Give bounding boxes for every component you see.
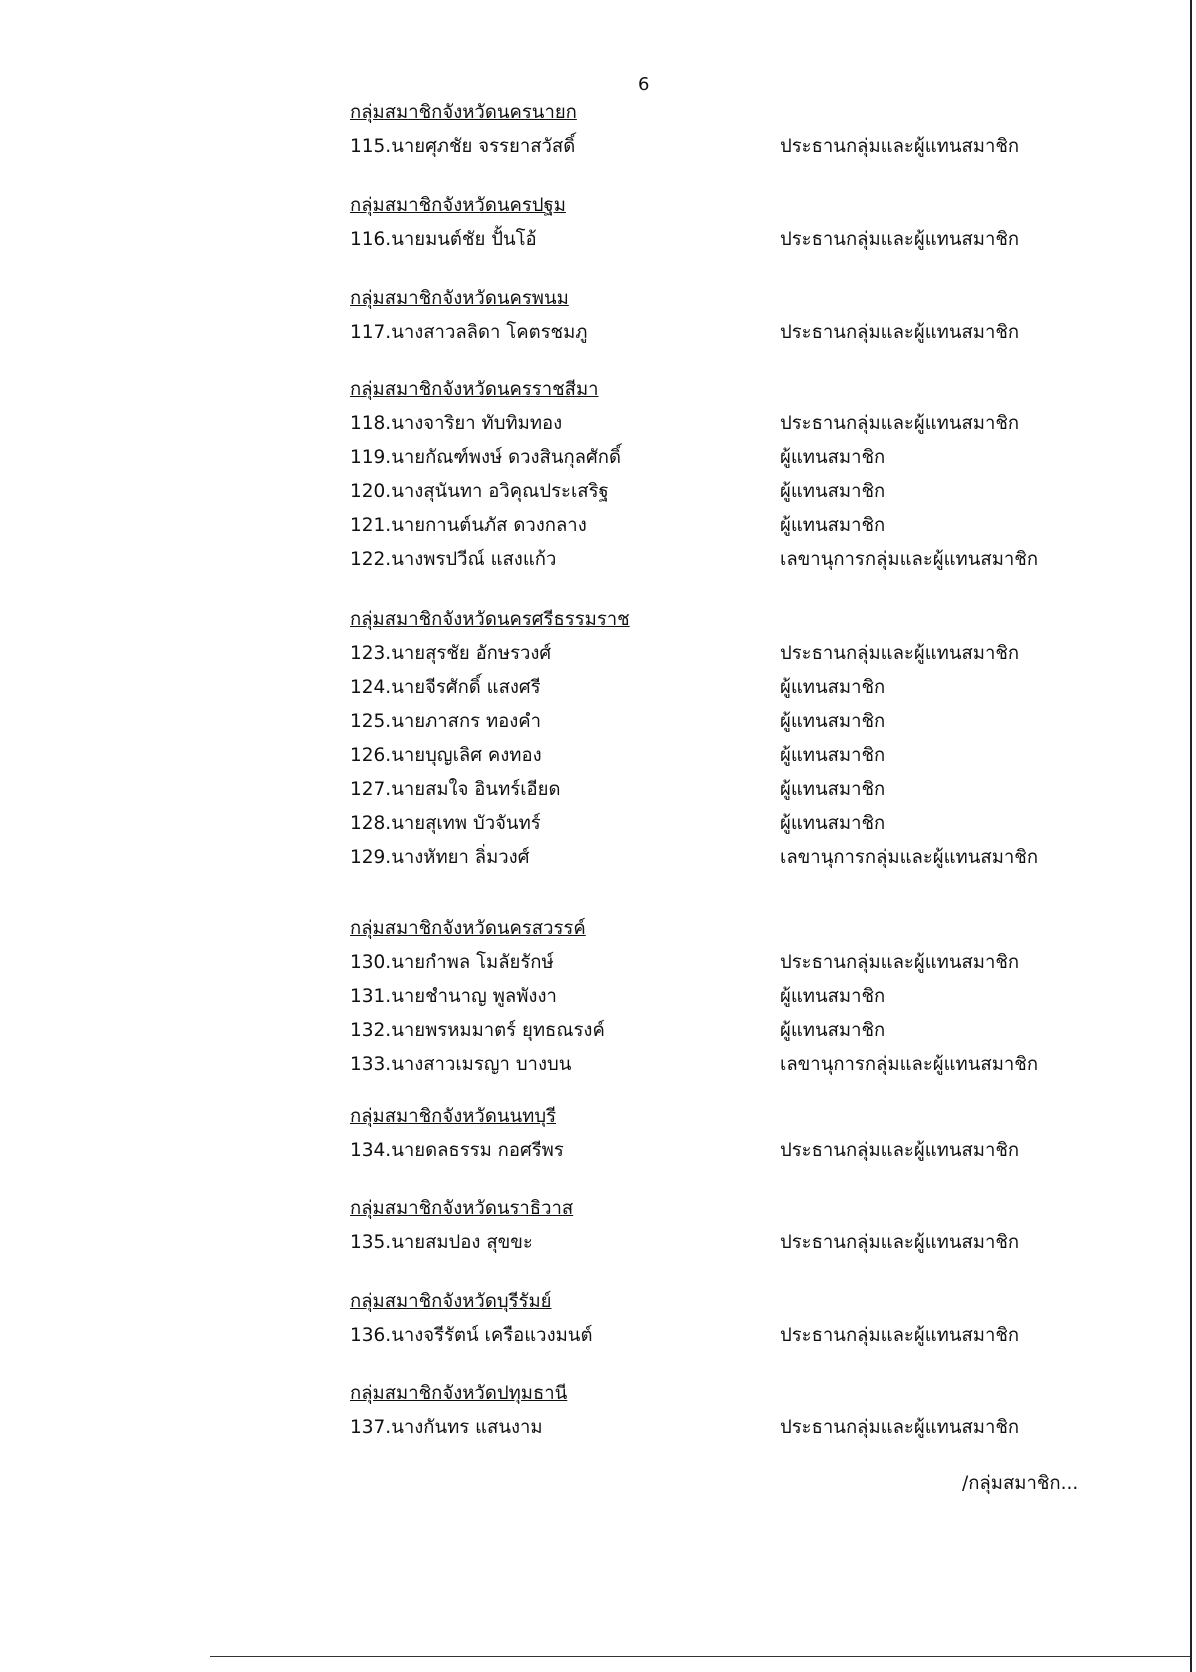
- member-name: 128.นายสุเทพ บัวจันทร์: [350, 813, 541, 834]
- member-group: [350, 282, 1170, 350]
- member-row: [350, 637, 1170, 671]
- group-title: กลุ่มสมาชิกจังหวัดนครศรีธรรมราช: [350, 609, 630, 630]
- member-row: [350, 1411, 1170, 1445]
- group-title: กลุ่มสมาชิกจังหวัดนครพนม: [350, 288, 569, 309]
- member-name: 131.นายชำนาญ พูลพังงา: [350, 986, 557, 1007]
- member-role: ประธานกลุ่มและผู้แทนสมาชิก: [780, 1232, 1020, 1253]
- group-title: กลุ่มสมาชิกจังหวัดนครราชสีมา: [350, 379, 599, 400]
- member-row: [350, 441, 1170, 475]
- page-bottom-line: [210, 1656, 1190, 1657]
- member-role: ผู้แทนสมาชิก: [780, 515, 886, 536]
- member-name: 135.นายสมปอง สุขขะ: [350, 1232, 533, 1253]
- member-row: [350, 671, 1170, 705]
- page-edge-line: [1190, 0, 1192, 1672]
- group-title: กลุ่มสมาชิกจังหวัดบุรีรัมย์: [350, 1291, 552, 1312]
- member-role: ผู้แทนสมาชิก: [780, 711, 886, 732]
- member-name: 137.นางกันทร แสนงาม: [350, 1417, 543, 1438]
- member-row: [350, 1319, 1170, 1353]
- member-row: [350, 1134, 1170, 1168]
- member-row: [350, 739, 1170, 773]
- member-role: ประธานกลุ่มและผู้แทนสมาชิก: [780, 413, 1020, 434]
- member-role: ผู้แทนสมาชิก: [780, 447, 886, 468]
- member-role: ผู้แทนสมาชิก: [780, 677, 886, 698]
- member-name: 116.นายมนต์ชัย ปั้นโอ้: [350, 229, 537, 250]
- member-row: [350, 407, 1170, 441]
- member-name: 122.นางพรปวีณ์ แสงแก้ว: [350, 549, 557, 570]
- member-row: [350, 543, 1170, 577]
- member-name: 133.นางสาวเมรญา บางบน: [350, 1054, 572, 1075]
- member-group: [350, 1192, 1170, 1260]
- group-title: กลุ่มสมาชิกจังหวัดนนทบุรี: [350, 1106, 557, 1127]
- group-title: กลุ่มสมาชิกจังหวัดนราธิวาส: [350, 1198, 574, 1219]
- member-name: 132.นายพรหมมาตร์ ยุทธณรงค์: [350, 1020, 605, 1041]
- member-name: 125.นายภาสกร ทองคำ: [350, 711, 542, 732]
- member-role: ผู้แทนสมาชิก: [780, 1020, 886, 1041]
- member-role: เลขานุการกลุ่มและผู้แทนสมาชิก: [780, 847, 1039, 868]
- member-name: 124.นายจีรศักดิ์ แสงศรี: [350, 677, 541, 698]
- member-name: 118.นางจาริยา ทับทิมทอง: [350, 413, 563, 434]
- member-role: ประธานกลุ่มและผู้แทนสมาชิก: [780, 643, 1020, 664]
- member-name: 126.นายบุญเลิศ คงทอง: [350, 745, 542, 766]
- member-role: ผู้แทนสมาชิก: [780, 813, 886, 834]
- member-name: 120.นางสุนันทา อวิคุณประเสริฐ: [350, 481, 609, 502]
- member-group: [350, 1100, 1170, 1168]
- group-title: กลุ่มสมาชิกจังหวัดปทุมธานี: [350, 1383, 568, 1404]
- member-row: [350, 980, 1170, 1014]
- member-row: [350, 807, 1170, 841]
- member-group: [350, 1285, 1170, 1353]
- member-row: [350, 705, 1170, 739]
- member-group: [350, 912, 1170, 1082]
- member-row: [350, 1226, 1170, 1260]
- member-name: 134.นายดลธรรม กอศรีพร: [350, 1140, 564, 1161]
- member-name: 119.นายกัณฑ์พงษ์ ดวงสินกุลศักดิ์: [350, 447, 621, 468]
- member-name: 117.นางสาวลลิดา โคตรชมภู: [350, 322, 588, 343]
- member-name: 127.นายสมใจ อินทร์เอียด: [350, 779, 561, 800]
- member-name: 130.นายกำพล โมลัยรักษ์: [350, 952, 554, 973]
- member-group: [350, 96, 1170, 164]
- member-row: [350, 475, 1170, 509]
- group-title: กลุ่มสมาชิกจังหวัดนครปฐม: [350, 195, 566, 216]
- page-number: 6: [638, 74, 650, 95]
- group-title: กลุ่มสมาชิกจังหวัดนครสวรรค์: [350, 918, 586, 939]
- group-title: กลุ่มสมาชิกจังหวัดนครนายก: [350, 102, 577, 123]
- member-name: 136.นางจรีรัตน์ เครือแวงมนต์: [350, 1325, 593, 1346]
- member-role: ผู้แทนสมาชิก: [780, 779, 886, 800]
- member-role: ประธานกลุ่มและผู้แทนสมาชิก: [780, 1140, 1020, 1161]
- member-role: ผู้แทนสมาชิก: [780, 986, 886, 1007]
- member-name: 129.นางหัทยา ลิ่มวงศ์: [350, 847, 530, 868]
- member-role: ประธานกลุ่มและผู้แทนสมาชิก: [780, 229, 1020, 250]
- member-role: ประธานกลุ่มและผู้แทนสมาชิก: [780, 1417, 1020, 1438]
- member-row: [350, 1048, 1170, 1082]
- member-name: 123.นายสุรชัย อักษรวงศ์: [350, 643, 552, 664]
- member-role: ประธานกลุ่มและผู้แทนสมาชิก: [780, 136, 1020, 157]
- member-row: [350, 509, 1170, 543]
- member-name: 115.นายศุภชัย จรรยาสวัสดิ์: [350, 136, 576, 157]
- member-role: ผู้แทนสมาชิก: [780, 745, 886, 766]
- member-group: [350, 1377, 1170, 1445]
- member-row: [350, 223, 1170, 257]
- member-row: [350, 130, 1170, 164]
- member-group: [350, 373, 1170, 577]
- member-row: [350, 841, 1170, 875]
- member-role: ประธานกลุ่มและผู้แทนสมาชิก: [780, 1325, 1020, 1346]
- member-role: ผู้แทนสมาชิก: [780, 481, 886, 502]
- member-row: [350, 1014, 1170, 1048]
- member-role: เลขานุการกลุ่มและผู้แทนสมาชิก: [780, 1054, 1039, 1075]
- member-role: ประธานกลุ่มและผู้แทนสมาชิก: [780, 952, 1020, 973]
- member-row: [350, 773, 1170, 807]
- member-name: 121.นายกานต์นภัส ดวงกลาง: [350, 515, 587, 536]
- member-role: ประธานกลุ่มและผู้แทนสมาชิก: [780, 322, 1020, 343]
- member-row: [350, 946, 1170, 980]
- continuation-text: /กลุ่มสมาชิก...: [962, 1473, 1079, 1494]
- member-group: [350, 603, 1170, 875]
- member-row: [350, 316, 1170, 350]
- member-role: เลขานุการกลุ่มและผู้แทนสมาชิก: [780, 549, 1039, 570]
- member-group: [350, 189, 1170, 257]
